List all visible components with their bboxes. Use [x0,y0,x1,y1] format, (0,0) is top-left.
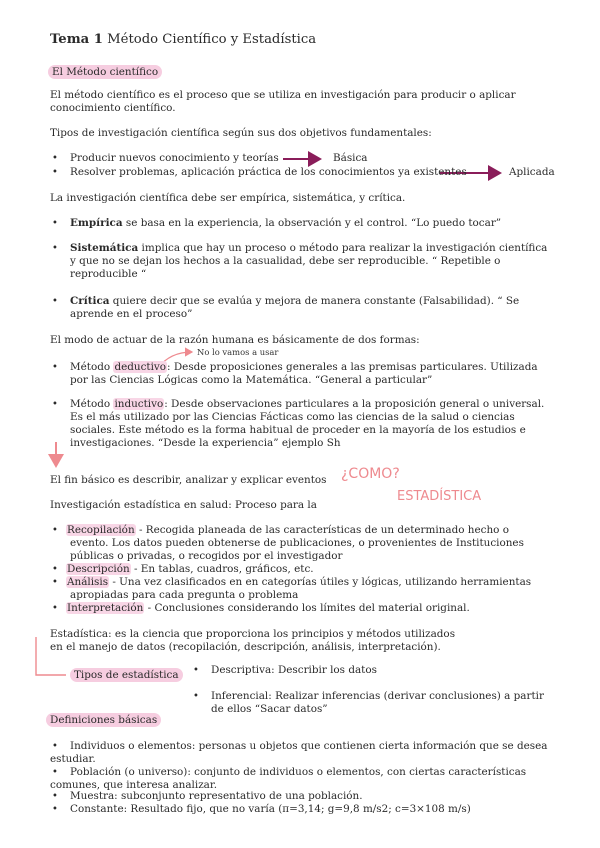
page-title [50,32,316,47]
bullet-symbol: • [52,767,58,778]
paragraph-line: conocimiento científico. [50,102,176,114]
tipos-label: Tipos de estadística [70,669,183,682]
bullet-symbol: • [52,296,58,307]
bullet-symbol: • [52,741,58,752]
property-empirica: Empírica se basa en la experiencia, la observación y el control. “Lo puedo tocar” [70,217,502,229]
tipo-descriptiva: Descriptiva: Describir los datos [211,664,377,676]
property-line: reproducible “ [70,268,147,280]
method-line: por las Ciencias Lógicas como la Matemática. “General a particular” [70,374,433,386]
method-inductivo: Método inductivo: Desde observaciones particulares a la proposición general o universal. [70,398,545,410]
paragraph-line: El método científico es el proceso que se utiliza en investigación para producir o aplicar [50,89,516,101]
bullet-symbol: • [52,362,58,373]
definition-item: Constante: Resultado fijo, que no varía (π=3,14; g=9,8 m/s2; c=3×108 m/s) [70,803,471,815]
bullet-symbol: • [52,603,58,614]
tipo-inferencial: Inferencial: Realizar inferencias (derivar conclusiones) a partir [211,690,544,702]
bullet-symbol: • [193,665,199,676]
definition-item: Población (o universo): conjunto de individuos o elementos, con ciertas características [70,766,527,778]
step-line: públicas o privadas, o recogidos por el investigador [70,550,343,562]
method-line: investigaciones. “Desde la experiencia” ejemplo Sh [70,437,341,449]
definition-line: comunes, que interesa analizar. [50,779,218,791]
bullet-symbol: • [52,167,58,178]
bullet-symbol: • [193,691,199,702]
bullet-symbol: • [52,243,58,254]
tipo-line: de ellos “Sacar datos” [211,703,328,715]
bullet-symbol: • [52,525,58,536]
title-number: Tema 1 [50,32,103,47]
step-line: evento. Los datos pueden obtenerse de publicaciones, o provenientes de Instituciones [70,537,524,549]
bullet-symbol: • [52,399,58,410]
property-critica: Crítica quiere decir que se evalúa y mejora de manera constante (Falsabilidad). “ Se [70,295,520,307]
method-line: Es el más utilizado por las Ciencias Fácticas como las ciencias de la salud o ciencias [70,411,515,423]
method-line: sociales. Este método es la forma habitual de proceder en la mayoría de los estudios e [70,424,526,436]
handwritten-estadistica: ESTADÍSTICA [397,489,482,504]
bullet-symbol: • [52,804,58,815]
bullet-symbol: • [52,153,58,164]
method-deductivo: Método deductivo: Desde proposiciones generales a las premisas particulares. Utilizada [70,361,538,373]
paragraph-line: El modo de actuar de la razón humana es básicamente de dos formas: [50,334,420,346]
property-line: aprende en el proceso” [70,308,193,320]
paragraph-line: Estadística: es la ciencia que proporciona los principios y métodos utilizados [50,628,456,640]
paragraph-line: La investigación científica debe ser empírica, sistemática, y crítica. [50,192,406,204]
property-sistematica: Sistemática implica que hay un proceso o método para realizar la investigación científica [70,242,548,254]
bullet-symbol: • [52,577,58,588]
definition-item: Individuos o elementos: personas u objetos que contienen cierta información que se desea [70,740,548,752]
type-item-result: Aplicada [509,166,555,178]
handwritten-como: ¿COMO? [341,466,400,482]
paragraph-line: Investigación estadística en salud: Proceso para la [50,499,317,511]
step-analisis: Análisis - Una vez clasificados en en categorías útiles y lógicas, utilizando herramientas [67,576,532,588]
property-line: y que no se dejan los hechos a la casualidad, debe ser reproducible. “ Repetible o [70,255,501,267]
bullet-symbol: • [52,564,58,575]
definition-line: estudiar. [50,753,96,765]
title-text: Método Científico y Estadística [107,32,317,47]
section-heading-definiciones: Definiciones básicas [46,714,161,727]
type-item-text: Resolver problemas, aplicación práctica de los conocimientos ya existentes [70,166,467,178]
step-line: apropiadas para cada pregunta o problema [70,589,299,601]
paragraph-line: El fin básico es describir, analizar y explicar eventos [50,474,327,486]
step-descripcion: Descripción - En tablas, cuadros, gráficos, etc. [67,563,314,575]
paragraph-line: Tipos de investigación científica según sus dos objetivos fundamentales: [50,127,432,139]
bullet-symbol: • [52,791,58,802]
bullet-symbol: • [52,218,58,229]
step-interpretacion: Interpretación - Conclusiones considerando los límites del material original. [67,602,470,614]
section-heading-metodo: El Método científico [48,66,162,79]
handwritten-note: No lo vamos a usar [197,347,279,357]
type-item-result: Básica [333,152,368,164]
step-recopilacion: Recopilación - Recogida planeada de las características de un determinado hecho o [67,524,509,536]
type-item-text: Producir nuevos conocimiento y teorías [70,152,279,164]
paragraph-line: en el manejo de datos (recopilación, descripción, análisis, interpretación). [50,641,441,653]
definition-item: Muestra: subconjunto representativo de una población. [70,790,363,802]
